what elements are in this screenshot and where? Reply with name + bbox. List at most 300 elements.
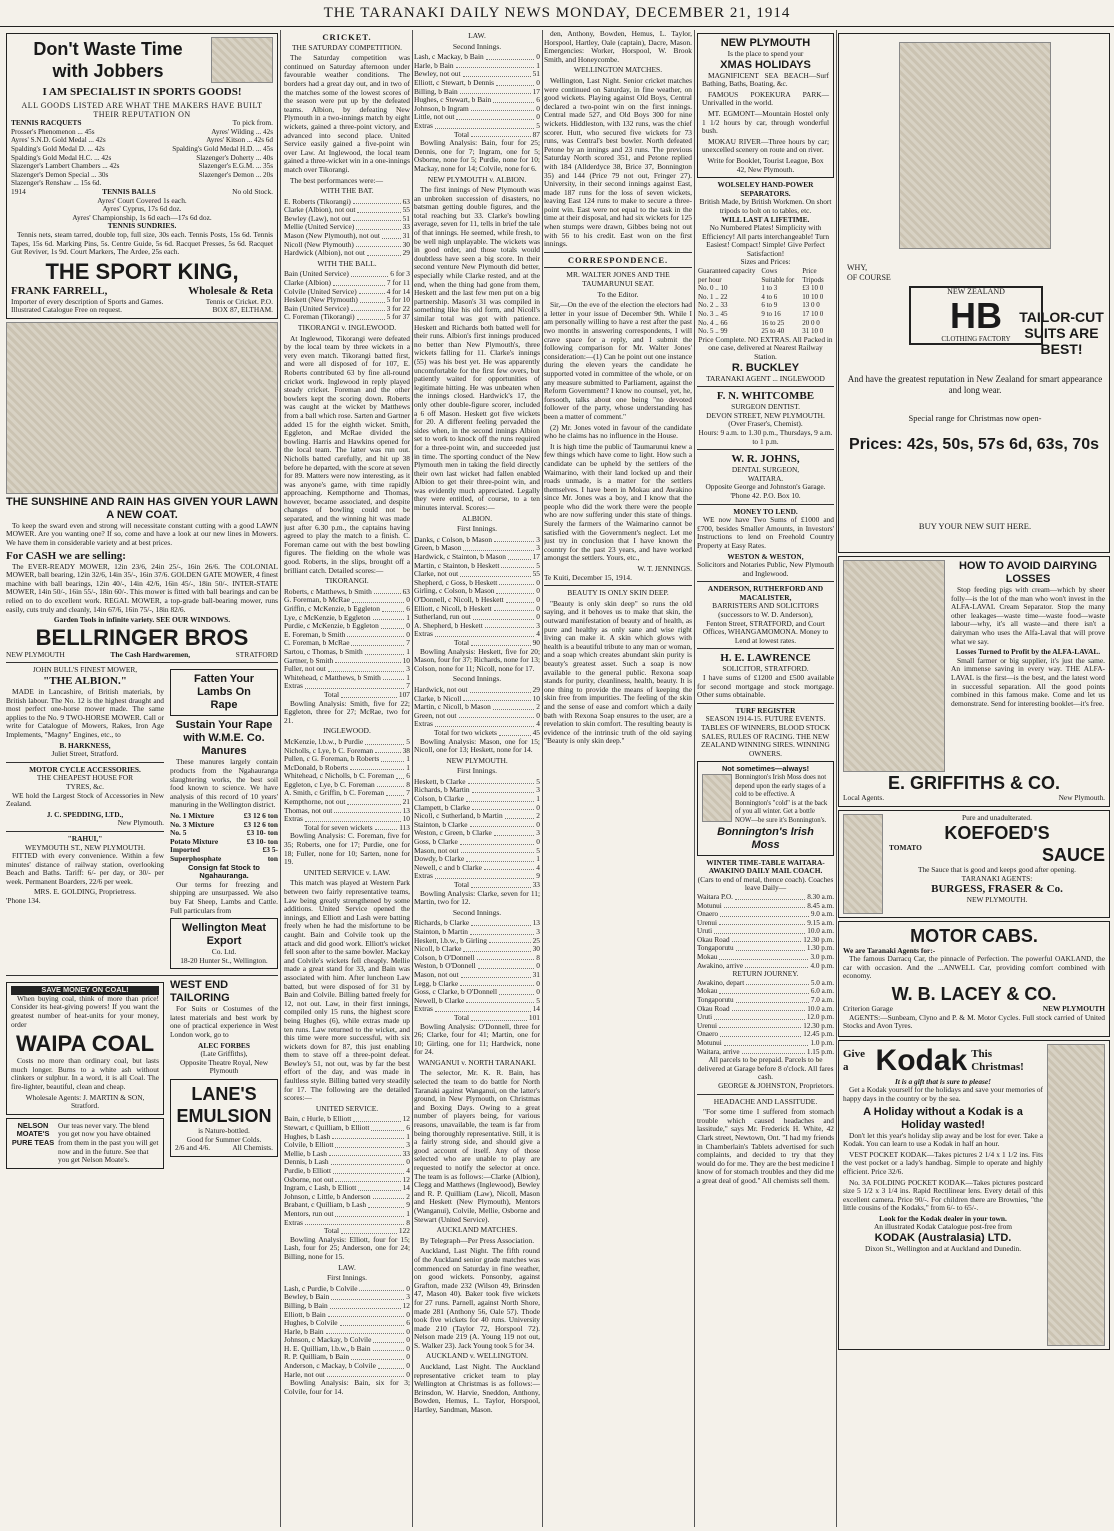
ad-text: These manures largely contain products from the Ngahauranga slaughtering works, the best soil food known to science. We have analysis of this record of 10 years' manuring in the Wellington district.: [170, 757, 278, 810]
player-name: Mason (New Plymouth), not out: [284, 231, 380, 241]
player-name: Richards, b Martin: [414, 785, 470, 795]
player-score: 12: [402, 1300, 410, 1310]
article-paragraph: "For some time I suffered from stomach trouble which caused headaches and lassitude," says Mr. Frederick H. White, 42 Clark street, Newtown, Ont. "I had my friends in Chamberlain's Tablets advertised for such complaints, and decided to try that they would do for me. They are the best medicine I know of for stomach troubles and they did me a great deal of good." All chemists sell them.: [697, 1107, 834, 1185]
article-paragraph: (2) Mr. Jones voted in favour of the candidate who he claims has no influence in the House.: [544, 422, 692, 441]
innings-heading: First Innings.: [456, 766, 497, 776]
player-score: 1: [536, 794, 540, 804]
player-score: 5: [536, 776, 540, 786]
score-row: [697, 919, 834, 928]
ad-headline: NEW PLYMOUTH: [720, 37, 811, 49]
column-2: [284, 30, 410, 1527]
table-header: Price Tripods: [802, 267, 824, 284]
product-name: TOMATO: [889, 843, 922, 853]
section-title: CORRESPONDENCE.: [567, 254, 669, 265]
player-name: Mason, not out: [414, 969, 459, 979]
table-cell: 13 0 0: [802, 301, 820, 310]
price-item: Ayres' Wilding ... 42s: [211, 127, 273, 136]
ad-text: 1914: [11, 186, 26, 196]
player-score: 1.15 p.m.: [806, 1047, 834, 1056]
player-name: Griffin, c McKenzie, b Eggleton: [284, 604, 380, 613]
player-score: 0: [536, 987, 540, 997]
player-name: Mellie, b Lash: [284, 1148, 327, 1158]
sauce-bottle-icon: [843, 814, 883, 914]
player-name: Hughes, b Colvile: [284, 1318, 338, 1328]
ad-text: No Numbered Plates! Simplicity with Efficiency! All parts interchangeable! Turn Easiest! Compact! Simple! Give Perfect Satisfaction!: [701, 223, 830, 258]
masthead: THE TARANAKI DAILY NEWS MONDAY, DECEMBER 21, 1914: [0, 0, 1114, 27]
player-name: Mason, not out: [414, 845, 459, 855]
team-heading: TIKORANGI.: [325, 576, 369, 586]
score-row: [284, 249, 410, 258]
score-row: [414, 872, 540, 881]
player-name: Colson, b O'Donnell: [414, 952, 475, 962]
ad-text: Wholesale & Reta: [188, 284, 273, 297]
price-item: Spalding's Gold Medal H.D. ... 45s: [172, 144, 273, 153]
score-row: [697, 979, 834, 988]
letter-headline: MR. WALTER JONES AND THE TAUMARUNUI SEAT.: [566, 270, 670, 289]
player-score: 0: [536, 77, 540, 87]
player-name: Legg, b Clarke: [414, 978, 459, 988]
player-name: Mokau: [697, 987, 718, 996]
player-name: Purdie, c McKenzie, b Eggleton: [284, 621, 379, 631]
player-name: Motunui: [697, 1039, 722, 1047]
score-total: 90: [532, 637, 540, 647]
ad-headline: WEST END TAILORING: [170, 979, 230, 1005]
player-name: Eggleton, c Lye, b C. Foreman: [284, 779, 375, 789]
player-score: 29: [402, 248, 410, 258]
koefoed-ad: [838, 810, 1110, 918]
player-score: 14: [402, 1183, 410, 1193]
player-name: Pullen, c G. Foreman, b Roberts: [284, 754, 380, 764]
player-name: Elliott, c Stewart, b Dennis: [414, 77, 495, 87]
player-score: 0: [406, 1361, 410, 1371]
column-rule: [412, 30, 413, 1527]
player-name: Sartou, c Thomas, b Smith: [284, 646, 363, 656]
section-label: TENNIS BALLS: [102, 186, 156, 196]
player-score: 7: [406, 788, 410, 798]
player-score: 2: [536, 702, 540, 712]
ad-banner: Not sometimes—always!: [721, 764, 810, 774]
player-score: 1: [406, 1208, 410, 1218]
player-score: 8: [406, 779, 410, 789]
motor-cabs-ad: [838, 921, 1110, 1037]
ad-headline: Sustain Your Rape with W.M.E. Co. Manures: [175, 719, 273, 758]
player-name: Extras: [414, 719, 433, 729]
player-score: 4.0 p.m.: [810, 961, 834, 970]
player-name: Waitara, arrive: [697, 1047, 740, 1056]
section-subtitle: WANGANUI v. NORTH TARANAKI.: [418, 1057, 536, 1067]
ad-banner: SAVE MONEY ON COAL!: [11, 986, 159, 995]
price-item: Slazenger's E.G.M. ... 35s: [198, 162, 273, 171]
price-item: No. 1 Mixture: [170, 810, 214, 820]
firm-name: F. N. WHITCOMBE: [716, 390, 815, 403]
player-score: 1: [406, 612, 410, 622]
firm-name: E. GRIFFITHS & CO.: [887, 773, 1060, 793]
player-score: 7: [406, 638, 410, 648]
player-name: Extras: [284, 681, 303, 691]
price-item: £3 10- ton: [246, 828, 278, 838]
score-row: [284, 682, 410, 691]
article-paragraph: At Inglewood, Tikorangi were defeated by the local team by three wickets in a very even match. Tikorangi batted first, and were all disposed of for 107, E. Roberts contributed 63 by fine all-round cricket work. Inglewood in reply played steady cricket. Foreman and the other bowlers kept the scoring down. Roberts was caught at the wicket by Matthews from a ball which rose. Sarten and Gartner added 15 for the eighth wicket. Smith, Eggleton, and McRae divided the bowling. Harris and Hawkins opened for the local team. The latter was run out. Nicholls batted carefully, and hit up 38 before he departed, with the score at seven for 89. Matters were now interesting, as it was anyone's game, with time rapidly approaching. Kempthorne and Thomas, however, became associated, and despite changes of bowling could not be separated, and the winning hit was made just after 6.30 p.m., the captains having agreed to play the match to a finish. C. Foreman came out with the best bowling figures. The fielding on the whole was good. Roberts, in the slips, brought off a brilliant catch. Detailed scores:—: [284, 333, 410, 575]
player-name: Bewley, b Bain: [284, 1292, 330, 1302]
player-name: Gartner, b Smith: [284, 655, 334, 665]
woman-with-camera-illustration-icon: [1047, 1044, 1105, 1346]
ad-text: NEW PLYMOUTH: [6, 649, 65, 659]
firm-name: WESTON & WESTON,: [727, 551, 804, 561]
ad-headline: MOTOR CYCLE ACCESSORIES.: [29, 764, 141, 774]
score-row: [697, 902, 834, 911]
player-name: Clarke (Albion), not out: [284, 205, 356, 215]
player-score: 38: [402, 745, 410, 755]
table-row: [697, 293, 834, 302]
product-name: WAIPA COAL: [15, 1031, 155, 1057]
price-item: Spalding's Gold Medal H.C. ... 42s: [11, 153, 112, 162]
player-score: 12: [402, 1174, 410, 1184]
player-score: 3: [536, 543, 540, 553]
article-paragraph: Bowling Analysis: O'Donnell, three for 26; Clarke, four for 41; Martin, one for 10; Girling, one for 11; Hardwick, none for 24.: [414, 1021, 540, 1057]
score-row: [697, 927, 834, 936]
player-name: C. Foreman (Tikorangi): [284, 312, 355, 322]
price-item: Spalding's Gold Medal D. ... 42s: [11, 144, 105, 153]
section-subtitle: WELLINGTON MATCHES.: [573, 65, 663, 75]
player-name: Whitehead, c Matthews, b Smith: [284, 672, 381, 682]
firm-name: H. E. LAWRENCE: [720, 652, 811, 665]
player-name: Tongaporutu: [697, 944, 734, 953]
column-rule: [542, 30, 543, 1527]
player-name: Urenui: [697, 1021, 717, 1030]
player-name: Extras: [414, 120, 433, 130]
player-score: 2: [406, 1191, 410, 1201]
article-paragraph: Bowling Analysis: Clarke, seven for 11; Martin, two for 12.: [414, 888, 540, 907]
score-total: 87: [532, 129, 540, 139]
player-name: Clarke, not out: [414, 569, 459, 579]
ad-headline: A Holiday without a Kodak is a Holiday wasted!: [863, 1105, 1023, 1131]
ad-text: And have the greatest reputation in New Zealand for smart appearance and long wear.: [847, 374, 1103, 395]
player-name: Nicoll, c Sutherland, b Martin: [414, 811, 503, 821]
player-score: 6: [406, 604, 410, 613]
ad-text: STRATFORD: [235, 649, 278, 659]
player-score: 3: [406, 1292, 410, 1302]
player-score: 3 for 22: [386, 303, 410, 313]
player-score: 6: [406, 771, 410, 781]
section-subtitle: NEW PLYMOUTH v. ALBION.: [427, 174, 527, 184]
column-rule: [694, 30, 695, 1527]
ad-text: ALEC FORBES: [198, 1040, 250, 1050]
player-score: 7: [406, 681, 410, 691]
score-row: [697, 1039, 834, 1048]
ad-text: Don't let this year's holiday slip away and be lost for ever. Take a Kodak. You can learn to use a Kodak in half an hour.: [843, 1130, 1043, 1149]
ad-text: To pick from.: [232, 118, 273, 128]
ad-text: Ayres' Cyprus, 17s 6d doz.: [102, 204, 182, 214]
ad-text: NEW PLYMOUTH: [1042, 1003, 1105, 1013]
ad-text: WILL LAST A LIFETIME.: [721, 214, 810, 224]
player-score: 1: [406, 754, 410, 764]
section-label: TENNIS SUNDRIES.: [107, 221, 177, 231]
product-name: KOEFOED'S: [944, 823, 1050, 844]
ad-text: FAMOUS POKEKURA PARK—Unrivalled in the world.: [702, 89, 829, 108]
player-score: 9: [536, 871, 540, 881]
player-score: 12.45 p.m.: [803, 1030, 834, 1039]
player-name: Sutherland, run out: [414, 612, 471, 622]
score-row: [697, 987, 834, 996]
ad-text: MT. EGMONT—Mountain Hostel only 1 1/2 hours by car, through wonderful bush.: [702, 108, 829, 136]
player-name: E. Foreman, b Smith: [284, 629, 346, 639]
ad-text: We are Taranaki Agents for:-: [843, 945, 936, 955]
ad-text: The EVER-READY MOWER, 12in 23/6, 24in 25/-, 16in 26/6. The COLONIAL MOWER, ball bearing, 12in 32/6, 14in 35/-, 16in 37/6. GOLDEN GATE MOWER, 4 finest machine with ball bearings, 12in 40/-, 14in 42/6, 16in 45/-, 18in 50/-. INTER-STATE MOWER, 14in 50/-, 16in 55/-, 18in 60/-. This mower is fitted with ball bearings and can be relied on to do excellent work. REGAL MOWER, a top-grade ball-bearing mower, runs easily, cuts truly and cleanly, 14in 67/6, 16in 75/-, 18in 82/6.: [6, 561, 278, 614]
player-score: 63: [402, 196, 410, 206]
player-name: Heskett, b Clarke: [414, 776, 466, 786]
player-name: Bain (United Service): [284, 303, 349, 313]
ad-text: Look for the Kodak dealer in your town.: [879, 1213, 1007, 1223]
article-paragraph: den, Anthony, Bowden, Hemus, L. Taylor, Horspool, Hartley, Oale (captain), Dacre, Mason. Emergencies: Worker, Horspool, W. Brook Smith, and Honeycombe.: [544, 30, 692, 64]
player-score: 7 for 11: [386, 278, 410, 288]
player-name: Newell, c and b Clarke: [414, 862, 482, 872]
player-name: Kempthorne, not out: [284, 797, 346, 807]
ad-text: Tennis nets, steam tarred, double top, full size, 30s each. Tennis Posts, 15s 6d. Tennis Tapes, 15s 6d. Marking Pins, 5s. Centre Guide, 5s 6d. Racquet Presses, 5s 6d. Racquet Gut Reviver, 1s 9d. Court Markers, The Ardee, 25s each.: [11, 229, 273, 257]
player-score: 0: [536, 595, 540, 604]
player-name: Okau Road: [697, 935, 730, 944]
ad-text: VEST POCKET KODAK—Takes pictures 2 1/4 x 1 1/2 ins. Fits the vest pocket or a lady's handbag. Simple to operate and highly efficient. Price 32/6.: [843, 1149, 1043, 1176]
player-score: 4: [536, 719, 540, 729]
player-name: Bain, c Hurle, b Elliott: [284, 1114, 352, 1124]
player-name: Nicholls, c Lye, b C. Foreman: [284, 745, 374, 755]
player-score: 5: [406, 736, 410, 746]
player-score: 9.15 a.m.: [807, 918, 834, 927]
score-row: [697, 953, 834, 962]
column-4: [544, 30, 692, 1527]
table-cell: 6 to 9: [761, 301, 778, 310]
player-name: Elliott, c Nicoll, b Heskett: [414, 603, 492, 613]
ad-headline: Rape: [210, 699, 238, 712]
ad-headline: "RAHUI,": [67, 833, 103, 843]
brand-name: NELSON MOATE'S PURE TEAS: [11, 1120, 55, 1147]
score-total-label: Total for two wickets: [434, 727, 497, 737]
score-row: [414, 1005, 540, 1014]
innings-heading: Second Innings.: [452, 674, 502, 684]
ad-text: Write for Booklet, Tourist League, Box 42, New Plymouth.: [707, 155, 824, 174]
ad-text: Tennis or Cricket. P.O. BOX 87, ELTHAM.: [205, 296, 273, 315]
table-cell: 9 to 16: [761, 310, 781, 319]
firm-name: R. BUCKLEY: [731, 361, 800, 374]
ad-text: Hours: 9 a.m. to 1.30 p.m., Thursdays, 9 a.m. to 1 p.m.: [698, 427, 833, 446]
player-score: 0: [536, 978, 540, 988]
team-heading: INGLEWOOD.: [323, 726, 371, 736]
logo-text: HB: [950, 294, 1002, 336]
article-paragraph: "Beauty is only skin deep" so runs the old saying, and it behoves us to make that skin, the outward manifestation of beauty and of health, as pure and healthy as only sane and wise right living can make it. A skin which glows with health is a beautiful tribute to any man or woman, and a soap which creates abundant skin purity is beauty's greatest asset. Such a soap is now available to the general public. Rexona soap stands for purity, cleanliness, health, beauty. It is one thing to provide the means of keeping the skin free from impurities. The feeling of the skin and the sense of ease and comfort which a daily bath with Rexona Soap ensures to the user, are a revelation to skin comfort. The resulting beauty is evidence of the intrinsic truth of the old saying "Beauty is only skin deep.": [544, 598, 692, 746]
player-score: 4: [536, 629, 540, 639]
player-name: Clampett, b Clarke: [414, 802, 471, 812]
section-subtitle: THE SATURDAY COMPETITION.: [291, 42, 403, 52]
price-item: £3 10- ton: [246, 836, 278, 846]
player-score: 0: [536, 837, 540, 847]
player-score: 5: [536, 120, 540, 130]
price-list: Prices: 42s, 50s, 57s 6d, 63s, 70s: [849, 436, 1099, 453]
ad-text: Pure and unadulterated.: [962, 812, 1032, 822]
player-name: Extras: [414, 629, 433, 639]
ad-text: WAITARA.: [747, 473, 784, 483]
score-total: 107: [398, 689, 410, 699]
table-row: [697, 301, 834, 310]
team-heading: NEW PLYMOUTH.: [446, 755, 508, 765]
player-score: 0: [406, 629, 410, 639]
player-score: 10: [402, 655, 410, 665]
ad-headline: MOTOR CABS.: [910, 925, 1038, 946]
table-cell: 4 to 6: [761, 292, 778, 301]
player-score: 10.0 a.m.: [807, 1004, 834, 1013]
player-score: 12.0 p.m.: [806, 1013, 834, 1022]
ad-text: All parcels to be prepaid. Parcels to be delivered at Garage before 8 o'clock. All fares cash.: [697, 1055, 834, 1082]
ad-text: MAGNIFICENT SEA BEACH—Surf Bathing, Baths, Boating, &c.: [702, 70, 829, 89]
player-name: Goss, b Clarke: [414, 837, 458, 847]
ad-text: THE CHEAPEST HOUSE FOR: [36, 773, 134, 783]
score-total: 122: [398, 1226, 410, 1236]
article-paragraph: Bowling Analysis: Smith, five for 22; Eggleton, three for 27; McRae, two for 21.: [284, 698, 410, 725]
player-score: 0: [406, 621, 410, 631]
player-score: 10.0 a.m.: [807, 927, 834, 936]
section-label: For CASH we are selling:: [6, 549, 126, 562]
player-score: 5: [536, 995, 540, 1005]
ad-text: Wholesale Agents: J. MARTIN & SON, Stratford.: [25, 1092, 145, 1111]
player-name: Green, b Mason: [414, 543, 462, 553]
player-name: Harle, b Bain: [414, 60, 454, 70]
ad-text: It is a gift that is sure to please!: [894, 1076, 992, 1086]
ad-headline: Lambs On: [197, 686, 251, 699]
firm-name: Wellington Meat Export: [181, 922, 267, 948]
ad-text: TARANAKI AGENT ... INGLEWOOD: [706, 373, 825, 383]
price-item: £3 12 6 ton: [243, 819, 278, 829]
table-cell: No. 5 .. 99: [698, 327, 728, 336]
score-row: [697, 944, 834, 953]
player-name: Hardwick, c Stainton, b Mason: [414, 552, 506, 562]
logo-text: CLOTHING FACTORY: [941, 334, 1011, 343]
player-name: Tongaporutu: [697, 996, 734, 1005]
firm-name: BURGESS, FRASER & Co.: [931, 883, 1063, 896]
price-item: Ayres' S.N.D. Gold Medal ... 42s: [11, 136, 106, 145]
section-subtitle: AUCKLAND v. WELLINGTON.: [425, 1351, 529, 1361]
player-score: 0: [536, 103, 540, 113]
ad-text: Dixon St., Wellington and at Auckland and Dunedin.: [864, 1244, 1022, 1254]
article-paragraph: This match was played at Western Park between two fairly representative teams, Law being greatly strengthened by some additions. United Service opened the innings, and Elliott and Lash were batting freely when he had the misfortune to be caught. Bain and Colvile took up the attack and did good work. Elliott's wicket fell soon after to the same bowler. Mackay and Colvile's wickets fell cheaply. Mellie made a great stand for 33, and Bain was associated with him. After luncheon Law batted, but were disposed of for 31 by Bain and Colvile. Billing batted freely for 12, not out. Law, in their first innings, compiled only 15 runs, the highest score being Hughes (6), while extras made up ten runs. Law returned to the wicket, and this time were more successful, with six wickets down for 87, this just enabling them to stave off a three-point defeat. Bewley's 51, not out, was by far the best effort of the day, and was made in faultless style. Billing batted very steadily for 17. The following are the detailed scores:—: [284, 878, 410, 1103]
ad-text: WHY,: [847, 263, 868, 272]
brand-name: Kodak: [875, 1043, 968, 1077]
ad-text: SURGEON DENTIST.: [731, 402, 800, 412]
ad-text: The Cash Hardwaremen,: [110, 649, 191, 659]
ad-text: OF COURSE: [847, 273, 891, 282]
player-name: Martin, c Nicoll, b Mason: [414, 702, 491, 712]
player-name: Extras: [284, 1217, 303, 1227]
table-header: Cows Suitable for: [761, 267, 795, 284]
player-score: 13: [402, 805, 410, 815]
player-score: 5: [536, 560, 540, 570]
player-name: E. Roberts (Tikorangi): [284, 196, 351, 206]
player-name: H. E. Quilliam, l.b.w., b Bain: [284, 1343, 371, 1353]
player-name: Extras: [414, 871, 433, 881]
player-score: 3: [406, 664, 410, 674]
score-total: 101: [528, 1012, 540, 1022]
player-score: 0: [406, 595, 410, 605]
ad-text: MADE in Lancashire, of British materials, by British labour. The No. 12 is the highest draught and most perfect one-horse mower made. The same applies to the No. 9 TWO-HORSE MOWER. Call or write for Catalogue of Mowers, Rakes, Iron Age Implements, "Magny" Engines, etc., to: [6, 687, 164, 739]
player-score: 14: [532, 1004, 540, 1014]
player-name: Goss, c Clarke, b O'Donnell: [414, 987, 498, 997]
ad-headline: Fatten Your: [193, 673, 255, 686]
player-name: Okau Road: [697, 1004, 730, 1013]
player-score: 9: [406, 1200, 410, 1210]
player-score: 21: [402, 797, 410, 807]
ad-text: (Cars to end of metal, thence coach). Coaches leave Daily—: [697, 874, 834, 893]
player-name: A. Shepherd, b Heskett: [414, 620, 483, 630]
ad-text: When buying coal, think of more than price! Consider its heat-giving powers! If you want the greatest number of heat-units for your money, order: [11, 993, 159, 1029]
player-name: Thomas, not out: [284, 805, 333, 815]
article-paragraph: It is high time the public of Taumarunui knew a few things which have come to light. How such a candidate can be upheld by the settlers of the Waimarino, with their land locked up and their roads unmade, is a matter for the settlers themselves. I have been in Mokau and Awakino since Mr. Jones was a boy, and I know that the people who did the work there were the people who are now suffering under this state of things. Surely the farmers of the Waimarino cannot be satisfied with the Government's neglect. Let me just try in conclusion that I have known the country for the past 23 years, and have worked amongst the settlers. Yours, etc.,: [544, 441, 692, 563]
player-score: 5.0 a.m.: [810, 978, 834, 987]
ad-text: Give a: [843, 1047, 865, 1073]
ad-text: New Plymouth.: [1058, 793, 1105, 802]
product-name: Bonnington's Irish Moss: [717, 825, 814, 851]
ad-text: Criterion Garage: [843, 1003, 893, 1013]
kodak-ad: [838, 1040, 1110, 1350]
ad-text: British Made, by British Workmen. On short tripods to bolt on to tables, etc.: [699, 197, 832, 215]
table-cell: No. 3 .. 45: [698, 310, 728, 319]
ad-headline: "THE ALBION.": [43, 675, 127, 687]
table-row: [697, 319, 834, 328]
sports-illustration-icon: [211, 37, 273, 83]
ad-text: Ayres' Championship, 1s 6d each—17s 6d doz.: [72, 212, 212, 222]
player-score: 8: [406, 1217, 410, 1227]
table-cell: 17 10 0: [802, 310, 824, 319]
score-total-label: Total for seven wickets: [304, 822, 373, 832]
ad-text: RETURN JOURNEY.: [732, 969, 799, 979]
player-score: 17: [532, 552, 540, 562]
player-name: Mokau: [697, 953, 718, 962]
player-score: 6: [406, 1318, 410, 1328]
score-row: [697, 910, 834, 919]
player-score: 33: [402, 222, 410, 232]
player-score: 17: [532, 86, 540, 96]
player-score: 12: [402, 1114, 410, 1124]
ad-subheadline: I AM SPECIALIST IN SPORTS GOODS!: [42, 86, 242, 98]
score-total: 33: [532, 880, 540, 889]
ad-text: JOHN BULL'S FINEST MOWER,: [32, 665, 138, 675]
table-row: [697, 310, 834, 319]
player-score: 31: [532, 969, 540, 979]
score-row: [414, 630, 540, 639]
ad-text: MRS. E. GOLDING, Proprietress.: [33, 887, 137, 897]
ad-text: Costs no more than ordinary coal, but lasts much longer. Burns to a white ash without clinkers or sulphur. In a word, it is all Coal. The fire-lighter, beautiful, clean and cheap.: [11, 1056, 159, 1092]
player-score: 55: [532, 569, 540, 579]
ad-text: Stop feeding pigs with cream—which by sheer folly—is the lot of the man who won't invest in the ALFA-LAVAL Cream Separator. Stop the many other leakages—waste time—waste food—waste labour—why, it's all waste—and there isn't a dairyman who uses the Alfa-Laval that will prove what we say.: [951, 585, 1105, 646]
firm-name: ANDERSON, RUTHERFORD AND MACALISTER,: [707, 584, 824, 602]
player-score: 10: [402, 814, 410, 824]
player-score: 0: [536, 710, 540, 720]
ad-text: Our terms for freezing and shipping are unsurpassed. We also buy Fat Sheep, Lambs and Cattle. Full particulars from: [170, 879, 278, 915]
ad-text: WE now have Two Sums of £1000 and £700, besides Smaller Amounts, in Investors' Instructions to lend on Freehold Country Property at Easy Rates.: [697, 515, 834, 550]
table-cell: 16 to 25: [761, 318, 785, 327]
section-subtitle: WITH THE BAT.: [320, 186, 374, 196]
player-score: 13: [532, 918, 540, 928]
ad-text: New Plymouth.: [117, 818, 164, 828]
player-score: 3: [536, 926, 540, 936]
player-name: Stainton, b Clarke: [414, 819, 468, 829]
player-score: 30: [402, 239, 410, 249]
article-paragraph: The Saturday competition was continued on Saturday afternoon under favourable weather conditions. The borders had a great day out, and in two of the matches some of the lowest scores of the season were put up by the defeated teams. Albion, by defeating New Plymouth in a two-innings match by eight wickets, gained a three-point victory, and advanced into second place. United Service easily gained a five-point win over Law. At Inglewood, the local team gained a three-wicket win in a one-innings match over Tikorangi.: [284, 53, 410, 174]
score-row: [697, 1022, 834, 1031]
player-score: 6.0 a.m.: [810, 987, 834, 996]
player-score: 1.0 p.m.: [810, 1039, 834, 1047]
player-name: Brabant, c Quilliam, b Lash: [284, 1200, 367, 1210]
player-name: McDonald, b Roberts: [284, 762, 348, 772]
price-item: Slazenger's Renshaw ... 15s 6d.: [11, 179, 102, 188]
table-cell: 20 0 0: [802, 318, 820, 327]
ad-text: MOKAU RIVER—Three hours by car; unexcelled scenery on route and on river.: [702, 136, 829, 155]
